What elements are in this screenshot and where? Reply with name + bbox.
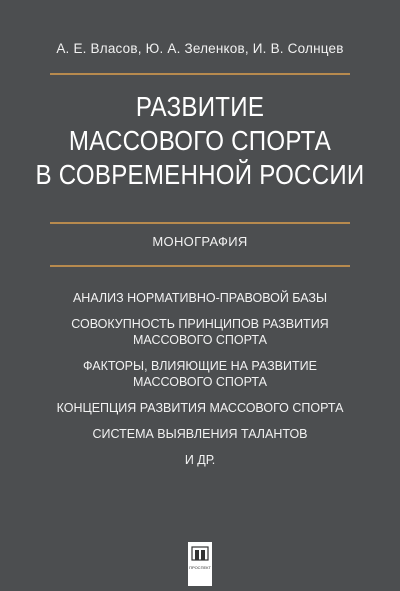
topic-line: ФАКТОРЫ, ВЛИЯЮЩИЕ НА РАЗВИТИЕ xyxy=(83,359,317,373)
topic-item xyxy=(0,400,400,416)
topic-item xyxy=(0,316,400,348)
topic-line: МАССОВОГО СПОРТА xyxy=(133,375,267,389)
topic-line: АНАЛИЗ НОРМАТИВНО-ПРАВОВОЙ БАЗЫ xyxy=(72,291,328,305)
book-title xyxy=(0,90,400,192)
prospekt-publisher-logo-icon xyxy=(188,542,212,586)
topic-item xyxy=(0,358,400,390)
topic-line: КОНЦЕПЦИЯ РАЗВИТИЯ МАССОВОГО СПОРТА xyxy=(56,401,344,415)
topics-list xyxy=(0,290,400,478)
authors: А. Е. Власов, Ю. А. Зеленков, И. В. Солнцев xyxy=(56,41,344,56)
title-line-2: МАССОВОГО СПОРТА xyxy=(68,125,332,156)
topic-item xyxy=(0,426,400,442)
topic-item xyxy=(0,290,400,306)
topic-line: СИСТЕМА ВЫЯВЛЕНИЯ ТАЛАНТОВ xyxy=(92,427,308,441)
divider-top xyxy=(50,73,350,75)
topic-line: СОВОКУПНОСТЬ ПРИНЦИПОВ РАЗВИТИЯ xyxy=(71,317,329,331)
divider-bottom xyxy=(50,265,350,267)
topic-line: МАССОВОГО СПОРТА xyxy=(133,333,267,347)
topic-line: И ДР. xyxy=(184,453,216,467)
title-line-3: В СОВРЕМЕННОЙ РОССИИ xyxy=(35,159,365,190)
title-line-1: РАЗВИТИЕ xyxy=(135,91,265,122)
topic-item xyxy=(0,452,400,468)
genre-label: МОНОГРАФИЯ xyxy=(152,234,248,249)
publisher-logo-text: ПРОСПЕКТ xyxy=(189,565,211,570)
divider-middle xyxy=(50,222,350,224)
